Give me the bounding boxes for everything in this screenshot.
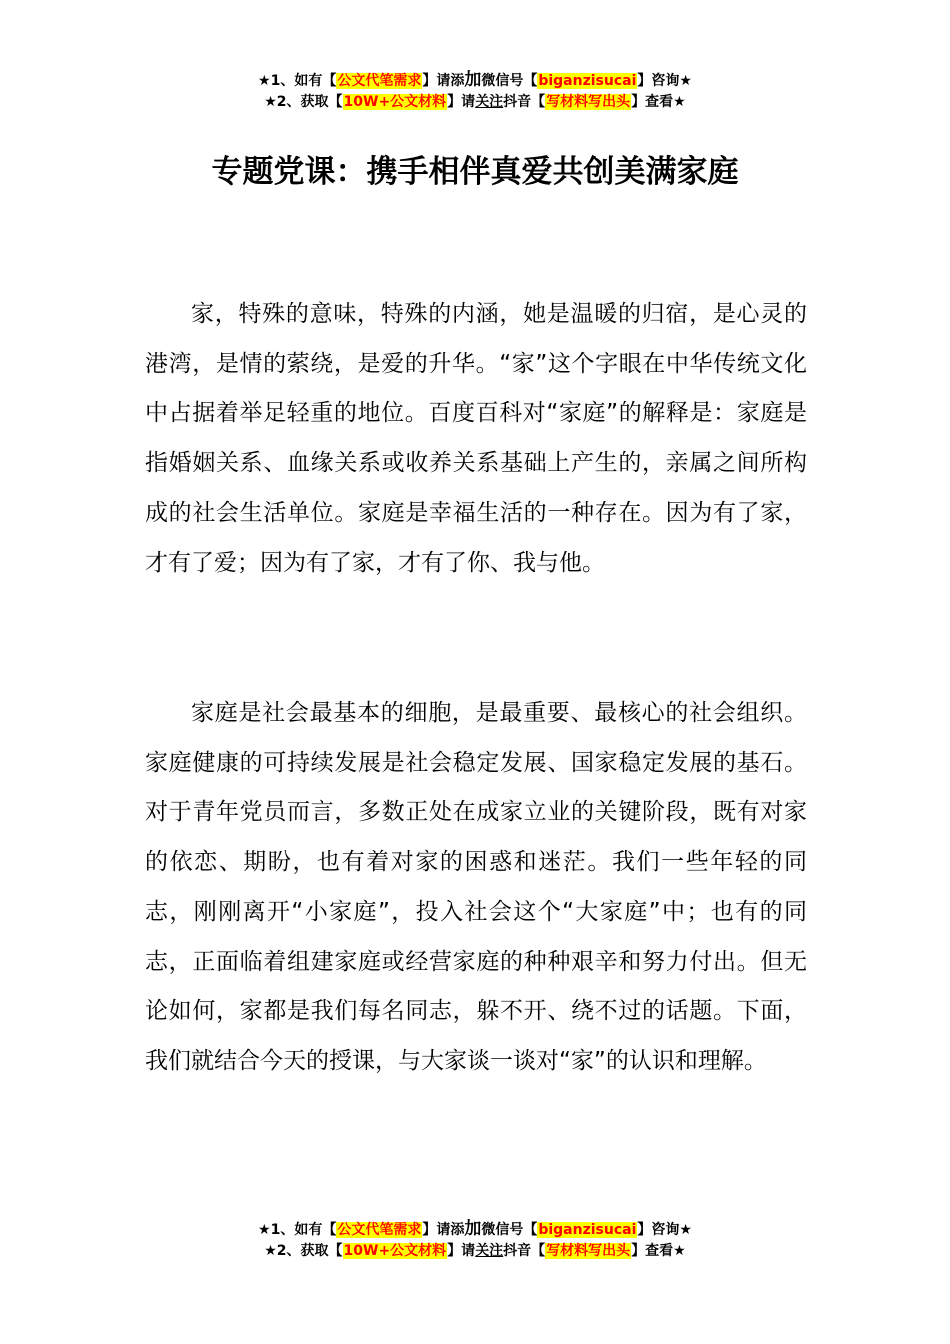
banner-highlight: 公文代笔需求 xyxy=(337,73,422,89)
banner-text: 】请添 xyxy=(422,1222,465,1238)
body-paragraph: 家，特殊的意味，特殊的内涵，她是温暖的归宿，是心灵的港湾，是情的萦绕，是爱的升华。“家”这个字眼在中华传统文化中占据着举足轻重的地位。百度百科对“家庭”的解释是：家庭是指婚姻关系、血缘关系或收养关系基础上产生的，亲属之间所构成的社会生活单位。家庭是幸福生活的一种存在。因为有了家，才有了爱；因为有了家，才有了你、我与他。 xyxy=(145,301,807,576)
banner-text: 抖音【 xyxy=(503,1243,546,1259)
banner-emphasis: 加 xyxy=(464,1219,482,1239)
banner-emphasis: 加 xyxy=(464,70,482,90)
page-title: 专题党课：携手相伴真爱共创美满家庭 xyxy=(211,154,739,190)
body-paragraph: 家庭是社会最基本的细胞，是最重要、最核心的社会组织。家庭健康的可持续发展是社会稳定发展、国家稳定发展的基石。对于青年党员而言，多数正处在成家立业的关键阶段，既有对家的依恋、期盼，也有着对家的困惑和迷茫。我们一些年轻的同志，刚刚离开“小家庭”，投入社会这个“大家庭”中；也有的同志，正面临着组建家庭或经营家庭的种种艰辛和努力付出。但无论如何，家都是我们每名同志，躲不开、绕不过的话题。下面，我们就结合今天的授课，与大家谈一谈对“家”的认识和理解。 xyxy=(145,700,807,1074)
banner-text: 微信号【 xyxy=(481,73,538,89)
banner-text: 抖音【 xyxy=(503,94,546,110)
banner-highlight: 10W+公文材料 xyxy=(343,94,447,110)
banner-highlight: 写材料写出头 xyxy=(546,94,631,110)
header-banner xyxy=(0,69,950,113)
banner-text: 微信号【 xyxy=(481,1222,538,1238)
banner-text: ★1、如有【 xyxy=(258,1222,337,1238)
banner-text: 】请 xyxy=(447,1243,476,1259)
banner-line-1 xyxy=(0,69,950,91)
banner-text: 】请添 xyxy=(422,73,465,89)
banner-highlight: 10W+公文材料 xyxy=(343,1243,447,1259)
footer-banner xyxy=(0,1218,950,1262)
banner-text: 】查看★ xyxy=(631,1243,686,1259)
banner-line-2 xyxy=(0,1240,950,1262)
banner-text: 】请 xyxy=(447,94,476,110)
banner-text: 】咨询★ xyxy=(637,73,692,89)
banner-highlight: biganzisucai xyxy=(538,73,637,89)
banner-line-2 xyxy=(0,91,950,113)
banner-highlight: biganzisucai xyxy=(538,1222,637,1238)
banner-text: 】咨询★ xyxy=(637,1222,692,1238)
banner-emphasis: 关注 xyxy=(475,1243,504,1259)
banner-text: ★1、如有【 xyxy=(258,73,337,89)
banner-text: 】查看★ xyxy=(631,94,686,110)
banner-text: ★2、获取【 xyxy=(264,1243,343,1259)
banner-line-1 xyxy=(0,1218,950,1240)
banner-highlight: 写材料写出头 xyxy=(546,1243,631,1259)
banner-emphasis: 关注 xyxy=(475,94,504,110)
banner-highlight: 公文代笔需求 xyxy=(337,1222,422,1238)
banner-text: ★2、获取【 xyxy=(264,94,343,110)
